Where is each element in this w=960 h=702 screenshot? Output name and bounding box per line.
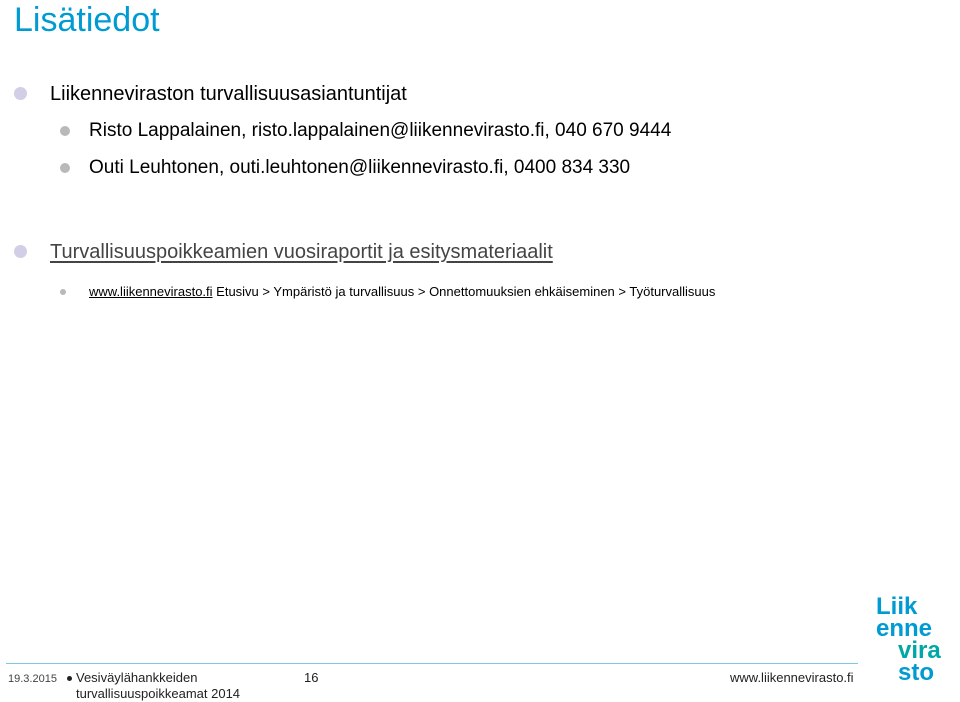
logo-line: sto — [898, 659, 934, 684]
site-path — [89, 284, 715, 300]
liikennevirasto-logo — [868, 592, 960, 684]
bullet-icon — [60, 289, 66, 295]
logo-line: vira — [898, 637, 941, 664]
reports-link[interactable]: Turvallisuuspoikkeamien vuosiraportit ja esitysmateriaalit — [50, 241, 553, 263]
logo-line: enne — [876, 615, 933, 642]
footer-project-subtitle: turvallisuuspoikkeamat 2014 — [76, 686, 241, 701]
contact-risto: Risto Lappalainen, risto.lappalainen@liikennevirasto.fi, 040 670 9444 — [89, 120, 672, 141]
footer-project-title: Vesiväylähankkeiden — [76, 670, 198, 685]
section-heading-experts: Liikenneviraston turvallisuusasiantuntijat — [50, 83, 407, 105]
site-path-breadcrumb: Etusivu > Ympäristö ja turvallisuus > Onnettomuuksien ehkäiseminen > Työturvallisuus — [212, 284, 716, 299]
page-title: Lisätiedot — [14, 1, 160, 39]
page-number: 16 — [304, 670, 319, 685]
bullet-icon — [14, 87, 27, 100]
footer-url: www.liikennevirasto.fi — [730, 670, 854, 685]
bullet-icon — [14, 245, 27, 258]
footer-divider — [6, 663, 858, 664]
contact-outi: Outi Leuhtonen, outi.leuhtonen@liikennevirasto.fi, 0400 834 330 — [89, 157, 631, 178]
footer-bullet-icon — [67, 676, 72, 681]
logo-line: Liik — [876, 593, 918, 620]
footer-date: 19.3.2015 — [8, 673, 57, 685]
bullet-icon — [60, 126, 70, 136]
site-link[interactable]: www.liikennevirasto.fi — [89, 284, 213, 299]
bullet-icon — [60, 163, 70, 173]
